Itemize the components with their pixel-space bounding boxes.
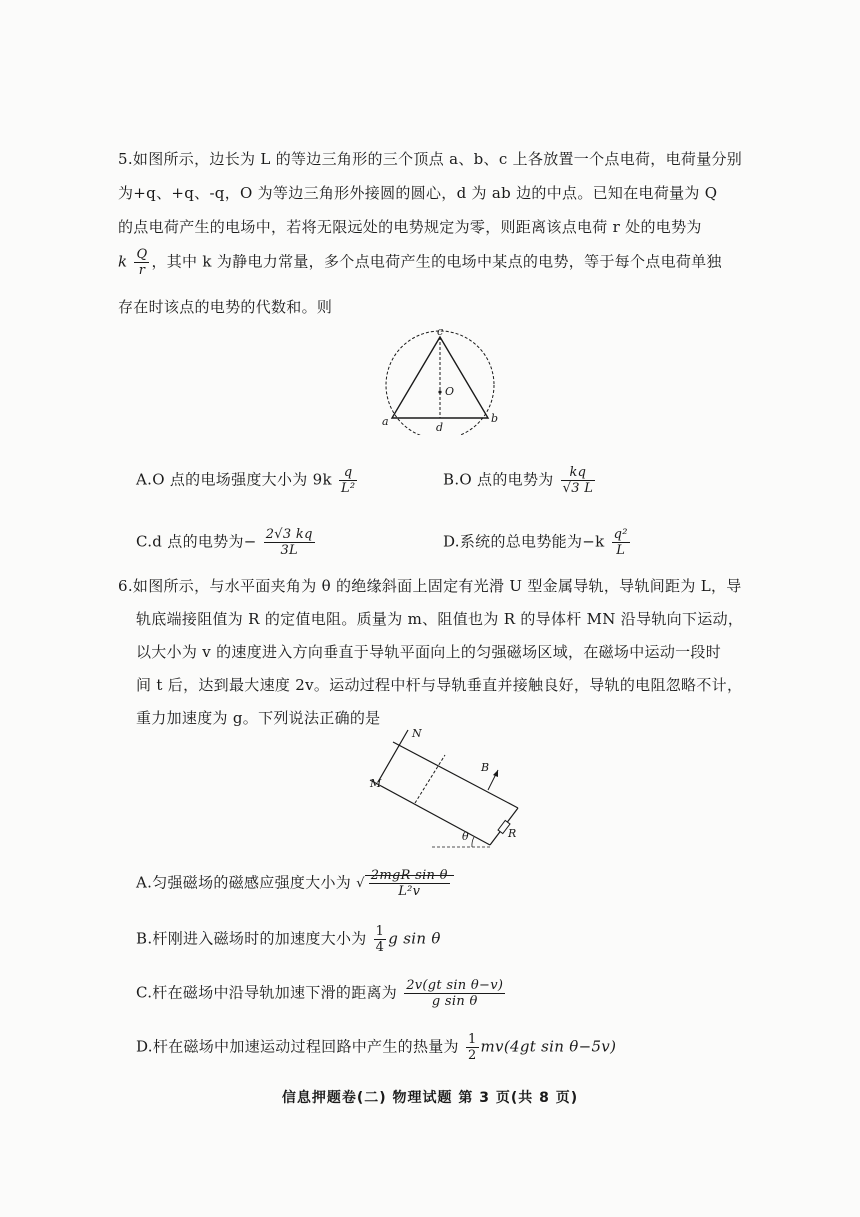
angle-arc: [472, 837, 474, 847]
fraction-numerator: q: [339, 465, 357, 481]
label-b: b: [491, 412, 499, 425]
option-d-fraction: [612, 527, 630, 558]
fraction-numerator: q²: [613, 527, 628, 542]
fraction-denominator: 4: [375, 940, 385, 955]
option-d-text: D.系统的总电势能为−k: [443, 532, 605, 551]
option-a-fraction: [339, 465, 357, 496]
q5-line-1: 5.如图所示，边长为 L 的等边三角形的三个顶点 a、b、c 上各放置一个点电荷，电荷量分别: [118, 150, 743, 168]
q6-line-4: 间 t 后，达到最大速度 2v。运动过程中杆与导轨垂直并接触良好，导轨的电阻忽略不计，: [136, 676, 743, 694]
fraction-numerator: Q: [136, 247, 148, 262]
q6-option-a: [136, 868, 454, 899]
option-b-text: B.O 点的电势为: [443, 470, 554, 489]
option-b-tail: g sin θ: [388, 929, 441, 948]
fraction-numerator: 1: [467, 1032, 477, 1047]
label-d: d: [436, 421, 444, 434]
q5-line-4: [118, 247, 722, 278]
q5-option-b: [443, 465, 597, 496]
arrow-head-icon: [493, 770, 498, 777]
fraction-denominator: 2: [467, 1048, 477, 1063]
option-c-fraction: [264, 527, 315, 558]
q5-line-4-text: ，其中 k 为静电力常量，多个点电荷产生的电场中某点的电势，等于每个点电荷单独: [151, 252, 722, 271]
q5-line-3: 的点电荷产生的电场中，若将无限远处的电势规定为零，则距离该点电荷 r 处的电势为: [118, 218, 702, 236]
q5-option-c: [136, 527, 317, 558]
q5-line-2: 为+q、+q、-q，O 为等边三角形外接圆的圆心，d 为 ab 边的中点。已知在电荷量为 Q: [118, 184, 718, 202]
fraction-denominator: L²: [340, 481, 356, 496]
q5-option-d: [443, 527, 632, 558]
q6-line-3: 以大小为 v 的速度进入方向垂直于导轨平面向上的匀强磁场区域，在磁场中运动一段时: [136, 643, 722, 661]
fraction-denominator: L²v: [398, 884, 421, 899]
q6-option-b: [136, 924, 441, 955]
q6-incline-rails-figure: [360, 725, 535, 850]
label-N: N: [412, 727, 422, 740]
fraction-numerator: 1: [375, 924, 385, 939]
q5-potential-fraction: [134, 247, 149, 278]
q6-option-c: [136, 978, 507, 1009]
option-a-fraction: [369, 868, 450, 899]
fraction-denominator: √3 L: [562, 481, 594, 496]
option-b-text: B.杆刚进入磁场时的加速度大小为: [136, 929, 367, 948]
option-a-sqrt: √ $\frac{\text{2mgR sin θ}}{\text{L²v}}$: [356, 868, 454, 899]
q6-line-2: 轨底端接阻值为 R 的定值电阻。质量为 m、阻值也为 R 的导体杆 MN 沿导轨向下运动，: [136, 610, 744, 628]
rail-upper: [393, 742, 518, 808]
q6-line-1: 6.如图所示，与水平面夹角为 θ 的绝缘斜面上固定有光滑 U 型金属导轨，导轨间距为 L，导: [118, 577, 742, 595]
center-point: [438, 390, 441, 393]
page-footer: 信息押题卷(二) 物理试题 第 3 页(共 8 页): [281, 1090, 579, 1106]
q5-line-5: 存在时该点的电势的代数和。则: [118, 298, 333, 316]
option-b-fraction: [561, 465, 596, 496]
label-theta: θ: [462, 830, 469, 843]
fraction-numerator: 2√3 kq: [265, 527, 313, 542]
fraction-denominator: L: [616, 543, 626, 558]
fraction-numerator: 2mgR sin θ: [370, 868, 448, 883]
option-c-text: C.d 点的电势为−: [136, 532, 257, 551]
label-O: O: [445, 385, 455, 398]
option-b-fraction: [374, 924, 387, 955]
q5-option-a: [136, 465, 359, 496]
q6-line-5: 重力加速度为 g。下列说法正确的是: [136, 709, 381, 727]
label-c: c: [437, 325, 444, 338]
option-a-text: A.匀强磁场的磁感应强度大小为: [136, 873, 352, 892]
fraction-denominator: g sin θ: [431, 994, 478, 1009]
fraction-denominator: 3L: [280, 543, 298, 558]
label-M: M: [370, 777, 382, 790]
option-c-text: C.杆在磁场中沿导轨加速下滑的距离为: [136, 983, 398, 1002]
option-a-text: A.O 点的电场强度大小为 9k: [136, 470, 332, 489]
option-d-text: D.杆在磁场中加速运动过程回路中产生的热量为: [136, 1037, 459, 1056]
fraction-numerator: kq: [561, 465, 596, 481]
rail-lower: [370, 780, 490, 845]
option-c-fraction: [404, 978, 505, 1009]
label-B: B: [481, 761, 490, 774]
q5-k-symbol: k: [118, 252, 128, 271]
conductor-rod-MN: [378, 730, 408, 782]
fraction-numerator: 2v(gt sin θ−v): [406, 978, 504, 993]
option-d-fraction: [466, 1032, 479, 1063]
label-a: a: [382, 415, 389, 428]
option-d-tail: mv(4gt sin θ−5v): [480, 1037, 617, 1056]
q5-triangle-circle-figure: [375, 325, 505, 435]
fraction-denominator: r: [138, 263, 146, 278]
label-R: R: [508, 827, 517, 840]
q6-option-d: [136, 1032, 616, 1063]
